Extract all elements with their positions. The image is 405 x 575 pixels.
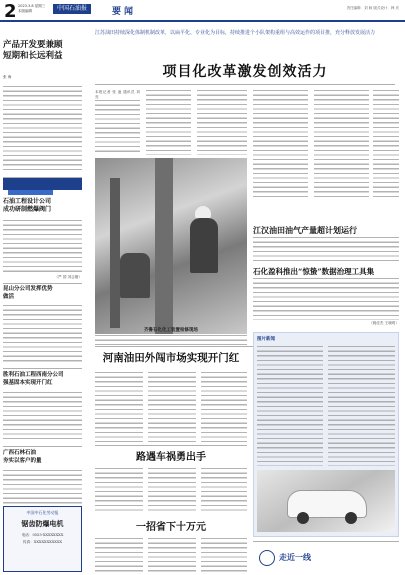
lead-title-line-1: 产品开发要兼顾 [3, 40, 63, 50]
column-divider [3, 283, 82, 284]
story5-title-line-2: 夯实以客户的量 [3, 457, 42, 464]
bottom-body-1-col-1 [95, 468, 143, 514]
bottom-headline-1: 路遇车祸勇出手 [136, 452, 206, 463]
story5-title [3, 450, 82, 468]
main-body-col-6 [373, 90, 399, 200]
photo-pipe [110, 178, 120, 328]
story-a-title: 江汉油田油气产量超计划运行 [253, 225, 357, 235]
main-body-col-2 [146, 90, 191, 155]
main-body-col-4 [253, 90, 308, 200]
corner-ring-icon [259, 550, 275, 566]
corner-title: 走近一线 [279, 552, 311, 562]
story4-title [3, 372, 82, 390]
bottom-headline-2: 一招省下十万元 [136, 522, 206, 533]
lead-story-body [3, 86, 82, 171]
column-banner-accent [8, 190, 53, 195]
main-byline: 本报记者 张 凌 通讯员 刘 亮 [95, 90, 140, 99]
advertisement [3, 506, 82, 572]
lead-byline: 张 海 [3, 75, 12, 79]
ad-brand: 中国中石化劳动报 [26, 510, 59, 515]
story3-title [3, 286, 82, 306]
story5-title-line-1: 广西石林石油 [3, 450, 37, 456]
photo-news-col-1 [257, 346, 323, 466]
story2-title-line-2: 成功研制燃爆阀门 [3, 206, 52, 213]
ad-product: 锯齿防爆电机 [21, 519, 64, 528]
photo-news-col-2 [328, 346, 395, 466]
main-body-col-1 [95, 100, 140, 155]
story5-body [3, 470, 82, 504]
photo-helmet [195, 206, 211, 218]
main-body-col-5 [314, 90, 369, 200]
band-headline: 河南油田外闯市场实现开门红 [102, 352, 240, 364]
story3-title-line-2: 做活 [3, 293, 15, 300]
bottom-body-2-col-3 [201, 538, 247, 572]
story-a-body [253, 237, 399, 263]
car-photo [257, 470, 395, 532]
story2-body [3, 220, 82, 274]
date-line: 2023.3.8 星期三 [18, 4, 46, 8]
corner-block [253, 541, 399, 573]
bottom-body-2-col-2 [148, 538, 196, 572]
editor-credits: 责任编辑：刘 旸 版式设计：韩 庆 [346, 6, 399, 10]
page-date [18, 4, 45, 13]
bottom-body-1-col-2 [148, 468, 196, 514]
story4-title-line-2: 强基固本实现开门红 [3, 379, 53, 386]
story-b-title: 石化盈科推出“惊蛰”数据治理工具集 [253, 267, 375, 276]
photo-news-label: 图片新闻 [257, 337, 275, 342]
band-body-col-2 [148, 372, 196, 442]
main-deck: 江苏油田持续深化体制机制改革，以扁平化、专业化为目标，持续推进个小队架构重组与高效运作的项目推，充分释放发展活力 [95, 30, 376, 36]
story4-body [3, 392, 82, 442]
photo-car-wheel [297, 512, 309, 524]
ad-line: 传真：XXXXXXXXXXX [23, 540, 62, 544]
photo-caption-body [95, 335, 247, 345]
band-body-col-1 [95, 372, 143, 442]
photo-worker [120, 253, 150, 298]
news-photo [95, 158, 247, 334]
column-banner [3, 178, 82, 190]
band-body-col-3 [201, 372, 247, 442]
photo-worker [190, 218, 218, 273]
story2-title [3, 198, 82, 218]
story3-title-line-1: 昆山分公司发挥优势 [3, 286, 53, 292]
ad-line: 电话：0553-XXXXXXXX [21, 533, 64, 537]
date-line: 本版编辑 [18, 8, 32, 13]
story4-title-line-1: 胜利石油工程西南分公司 [3, 372, 64, 378]
column-divider [3, 368, 82, 369]
story2-credit: （严 国 刘志刚） [54, 275, 82, 279]
page-number: 2 [4, 1, 17, 22]
main-body-col-3 [197, 90, 247, 155]
story2-title-line-1: 石油工程设计公司 [3, 198, 52, 205]
photo-caption: 齐鲁石化化工装置检修现场 [144, 328, 198, 333]
band-rule [95, 445, 247, 446]
lead-title-line-2: 短期和长远利益 [3, 51, 63, 61]
section-title: 要闻 [112, 7, 137, 17]
photo-column [155, 158, 173, 334]
photo-car-wheel [345, 512, 357, 524]
headline-rule [95, 84, 395, 85]
story-b-body [253, 278, 399, 320]
main-headline: 项目化改革激发创效活力 [162, 64, 328, 80]
bottom-body-1-col-3 [201, 468, 247, 514]
newspaper-logo: 中国石油报 [53, 4, 91, 14]
story-b-credit: （姚佳杰 王晓玥） [369, 321, 399, 325]
column-divider [3, 446, 82, 447]
story3-body [3, 305, 82, 365]
lead-story-title [3, 40, 82, 72]
bottom-body-2-col-1 [95, 538, 143, 572]
